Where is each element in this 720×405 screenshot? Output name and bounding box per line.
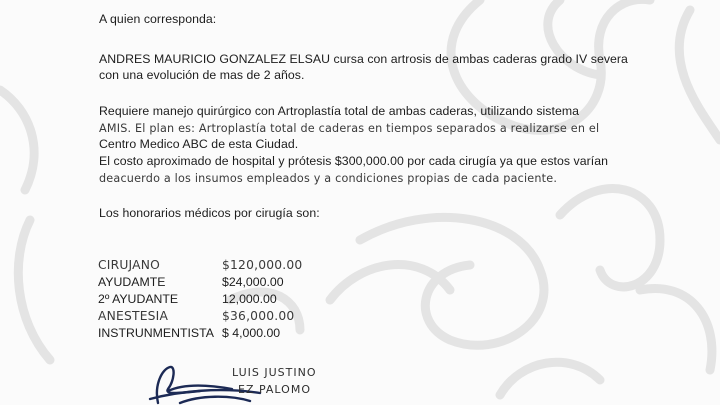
diagnosis-line-1: ANDRES MAURICIO GONZALEZ ELSAU cursa con artrosis de ambas caderas grado IV severa xyxy=(99,52,628,66)
salutation: A quien corresponda: xyxy=(99,12,217,26)
fee-amount: $ 4,000.00 xyxy=(222,326,281,340)
handwritten-signature xyxy=(140,355,310,405)
fee-amount: $36,000.00 xyxy=(222,309,295,323)
fees-intro: Los honorarios médicos por cirugía son: xyxy=(99,206,320,220)
cost-line-1: El costo aproximado de hospital y prótesis $300,000.00 por cada cirugía ya que estos varían xyxy=(99,154,609,168)
fee-role: INSTRUNMENTISTA xyxy=(98,326,214,340)
fee-role: CIRUJANO xyxy=(98,258,161,272)
fee-amount: $120,000.00 xyxy=(222,258,303,272)
fee-role: 2º AYUDANTE xyxy=(98,292,179,306)
stamp-line-1: LUIS JUSTINO xyxy=(232,366,317,379)
stamp-line-2: EZ PALOMO xyxy=(238,383,311,396)
cost-line-2: deacuerdo a los insumos empleados y a condiciones propias de cada paciente. xyxy=(99,172,558,185)
fee-role: AYUDAMTE xyxy=(98,275,166,289)
fee-amount: $24,000.00 xyxy=(222,275,284,289)
fee-amount: 12,000.00 xyxy=(222,292,277,306)
plan-line-1: Requiere manejo quirúrgico con Artroplastía total de ambas caderas, utilizando sistema xyxy=(99,104,580,118)
diagnosis-line-2: con una evolución de mas de 2 años. xyxy=(99,68,305,82)
plan-line-3: Centro Medico ABC de esta Ciudad. xyxy=(99,137,299,151)
plan-line-2: AMIS. El plan es: Artroplastía total de caderas en tiempos separados a realizarse en el xyxy=(99,122,600,135)
fee-role: ANESTESIA xyxy=(98,309,169,323)
